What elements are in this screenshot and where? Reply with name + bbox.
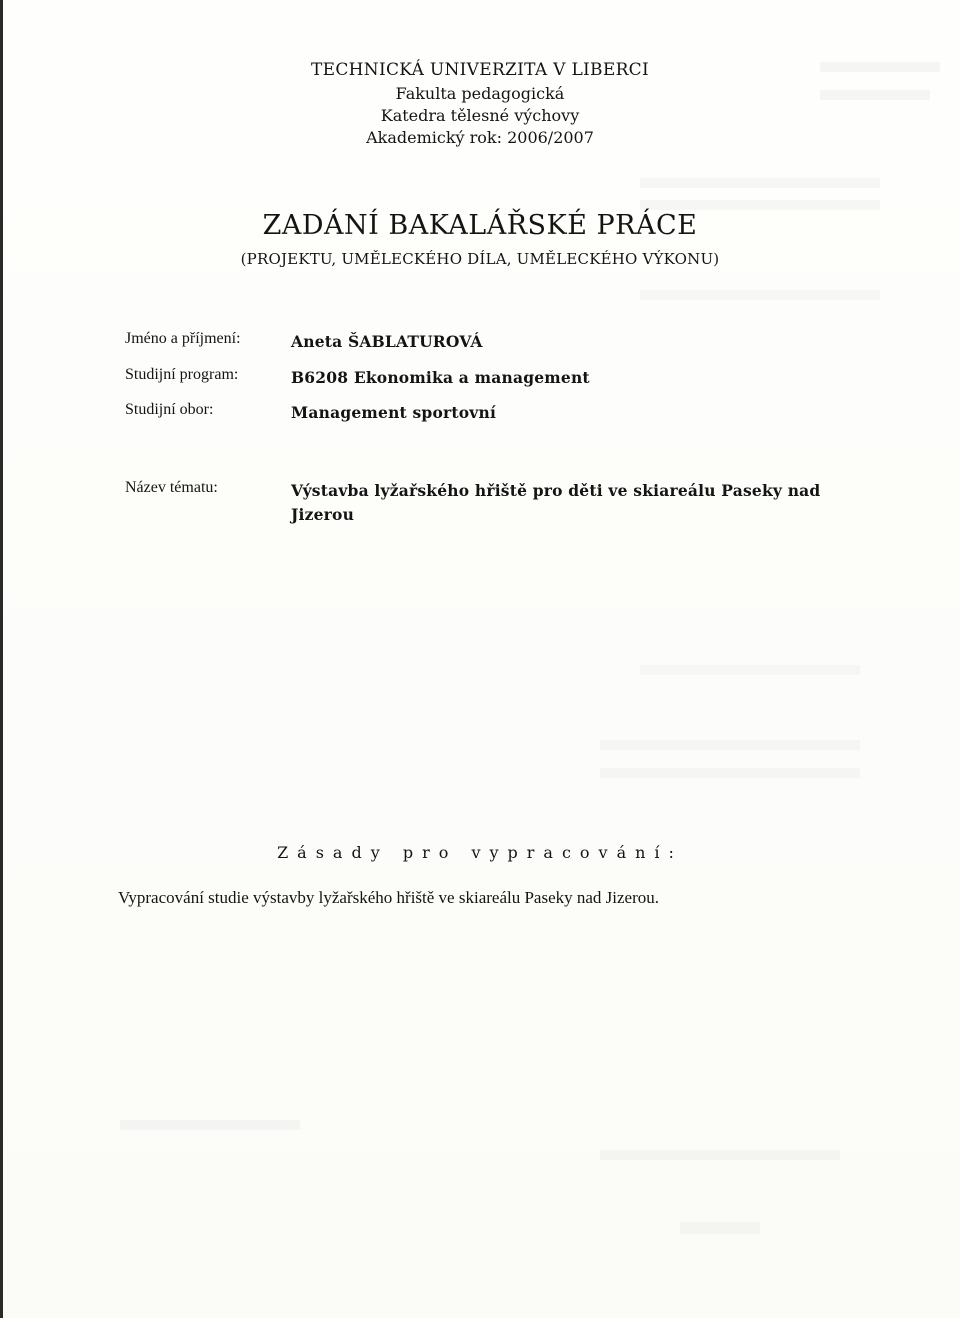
field-label: Jméno a příjmení: [125, 330, 241, 347]
field-label: Studijní obor: [125, 401, 214, 418]
bleed-through-mark [600, 1150, 840, 1160]
bleed-through-mark [640, 200, 880, 210]
academic-year: Akademický rok: 2006/2007 [366, 128, 594, 147]
field-label: Název tématu: [125, 479, 218, 496]
bleed-through-mark [640, 178, 880, 188]
principles-text: Vypracování studie výstavby lyžařského hřiště ve skiareálu Paseky nad Jizerou. [118, 888, 660, 907]
field-value: B6208 Ekonomika a management [291, 368, 590, 387]
field-label: Studijní program: [125, 366, 239, 383]
document-subtitle: (PROJEKTU, UMĚLECKÉHO DÍLA, UMĚLECKÉHO VÝKONU) [240, 250, 720, 268]
bleed-through-mark [680, 1222, 760, 1234]
bleed-through-mark [600, 768, 860, 778]
bleed-through-mark [640, 290, 880, 300]
bleed-through-mark [600, 740, 860, 750]
department-name: Katedra tělesné výchovy [380, 106, 580, 125]
field-value: Aneta ŠABLATUROVÁ [291, 332, 483, 351]
university-name: TECHNICKÁ UNIVERZITA V LIBERCI [310, 60, 649, 80]
principles-heading: Zásady pro vypracování: [277, 843, 683, 862]
field-value: Výstavba lyžařského hřiště pro děti ve skiareálu Paseky nad Jizerou [291, 481, 821, 524]
faculty-name: Fakulta pedagogická [395, 84, 565, 103]
page-edge-shadow [0, 0, 3, 1318]
field-value: Management sportovní [291, 403, 497, 422]
bleed-through-mark [120, 1120, 300, 1130]
document-title: ZADÁNÍ BAKALÁŘSKÉ PRÁCE [262, 210, 698, 241]
bleed-through-mark [640, 665, 860, 675]
